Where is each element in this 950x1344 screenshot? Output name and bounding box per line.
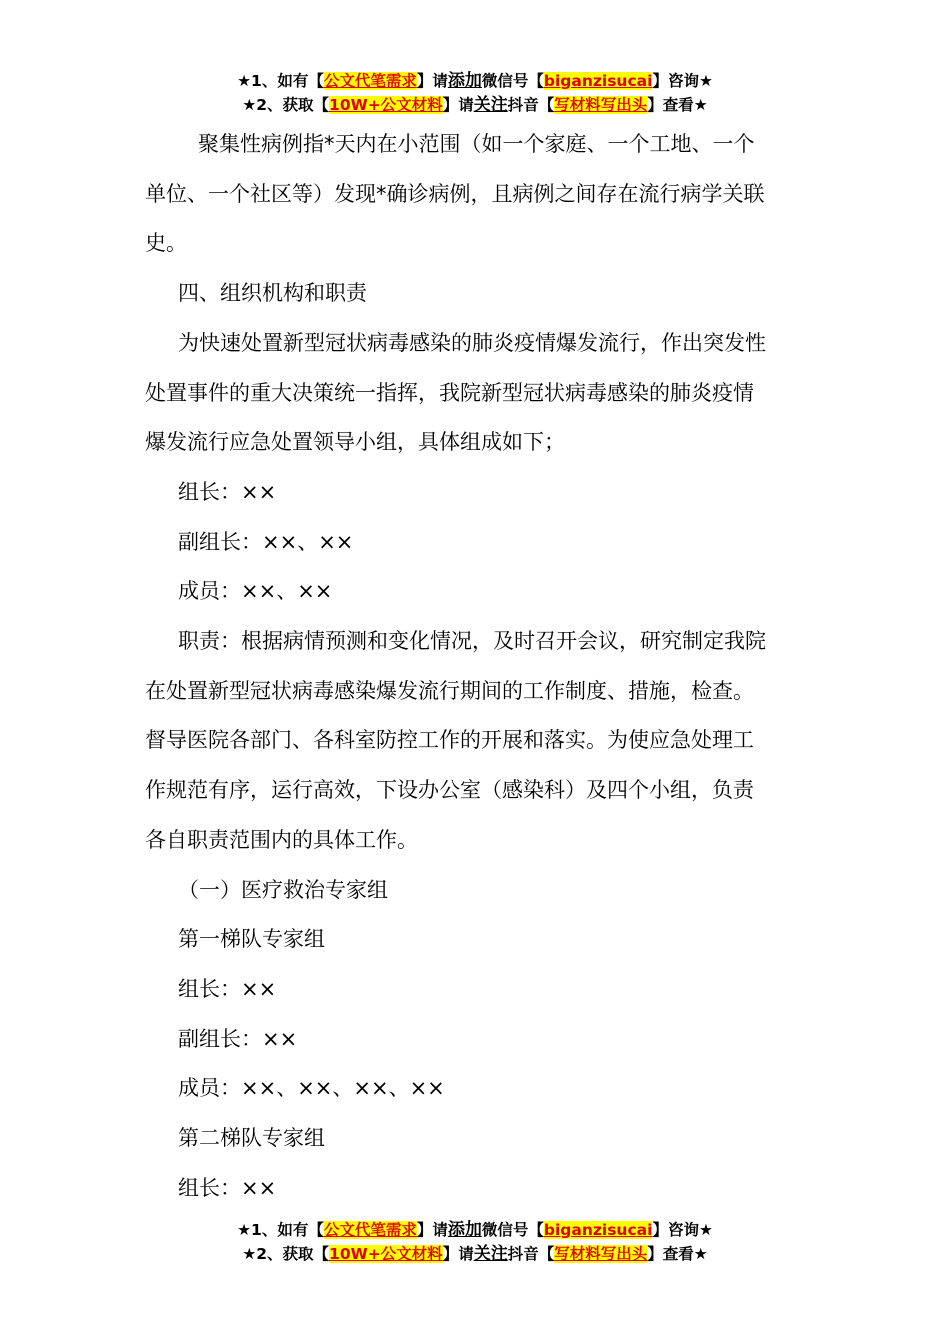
text-line: 组长：×× bbox=[178, 479, 277, 504]
banner-highlight: 写材料写出头 bbox=[554, 96, 648, 114]
banner-text: 微信号【 bbox=[481, 72, 544, 90]
text-line: 督导医院各部门、各科室防控工作的开展和落实。为使应急处理工 bbox=[145, 728, 754, 753]
banner-text: 】咨询★ bbox=[652, 72, 713, 90]
banner-text: 抖音【 bbox=[507, 96, 555, 114]
text-line: 聚集性病例指*天内在小范围（如一个家庭、一个工地、一个 bbox=[198, 132, 755, 156]
text-line: 副组长：××、×× bbox=[178, 529, 354, 554]
banner-text: 】查看★ bbox=[647, 1245, 708, 1263]
text-line: 作规范有序，运行高效，下设办公室（感染科）及四个小组，负责 bbox=[145, 778, 754, 803]
text-line: 在处置新型冠状病毒感染爆发流行期间的工作制度、措施，检查。 bbox=[145, 678, 754, 703]
text-line: 第二梯队专家组 bbox=[178, 1126, 325, 1150]
text-line: 处置事件的重大决策统一指挥，我院新型冠状病毒感染的肺炎疫情 bbox=[145, 380, 754, 405]
text-line: 第一梯队专家组 bbox=[178, 927, 325, 952]
promo-banner-top-1 bbox=[0, 69, 950, 93]
banner-text: 】查看★ bbox=[647, 96, 708, 114]
text-line: 组长：×× bbox=[178, 976, 277, 1001]
text-line: 为快速处置新型冠状病毒感染的肺炎疫情爆发流行，作出突发性 bbox=[178, 330, 766, 355]
banner-text: ★1、如有【 bbox=[237, 1221, 324, 1239]
banner-highlight: biganzisucai bbox=[543, 1221, 653, 1239]
banner-text: 抖音【 bbox=[507, 1245, 555, 1263]
banner-text: 】请 bbox=[416, 72, 448, 90]
text-line: （一）医疗救治专家组 bbox=[178, 877, 388, 902]
banner-text: ★2、获取【 bbox=[242, 1245, 330, 1263]
banner-text: 】请 bbox=[442, 1245, 474, 1263]
banner-underline: 添加 bbox=[447, 71, 482, 91]
promo-banner-bottom-1 bbox=[0, 1218, 950, 1242]
text-line: 职责：根据病情预测和变化情况，及时召开会议，研究制定我院 bbox=[178, 629, 766, 653]
banner-text: 】请 bbox=[442, 96, 474, 114]
text-line: 组长：×× bbox=[178, 1175, 277, 1200]
banner-underline: 关注 bbox=[473, 95, 508, 115]
text-line: 成员：××、××、××、×× bbox=[178, 1076, 445, 1101]
text-line: 副组长：×× bbox=[178, 1026, 298, 1051]
promo-banner-bottom-2 bbox=[0, 1242, 950, 1266]
text-line: 四、组织机构和职责 bbox=[178, 281, 367, 306]
banner-underline: 添加 bbox=[447, 1220, 482, 1240]
banner-underline: 关注 bbox=[473, 1244, 508, 1264]
banner-text: ★2、获取【 bbox=[242, 96, 330, 114]
banner-highlight: 公文代笔需求 bbox=[323, 72, 417, 90]
banner-highlight: 10W+公文材料 bbox=[329, 96, 443, 114]
banner-text: 】咨询★ bbox=[652, 1221, 713, 1239]
text-line: 爆发流行应急处置领导小组，具体组成如下； bbox=[145, 430, 565, 455]
banner-highlight: biganzisucai bbox=[543, 72, 653, 90]
banner-text: 】请 bbox=[416, 1221, 448, 1239]
banner-highlight: 10W+公文材料 bbox=[329, 1245, 443, 1263]
banner-text: 微信号【 bbox=[481, 1221, 544, 1239]
text-line: 史。 bbox=[145, 231, 187, 256]
banner-highlight: 公文代笔需求 bbox=[323, 1221, 417, 1239]
banner-text: ★1、如有【 bbox=[237, 72, 324, 90]
text-line: 各自职责范围内的具体工作。 bbox=[145, 827, 418, 852]
text-line: 成员：××、×× bbox=[178, 579, 333, 604]
banner-highlight: 写材料写出头 bbox=[554, 1245, 648, 1263]
promo-banner-top-2 bbox=[0, 93, 950, 117]
text-line: 单位、一个社区等）发现*确诊病例，且病例之间存在流行病学关联 bbox=[145, 181, 765, 206]
